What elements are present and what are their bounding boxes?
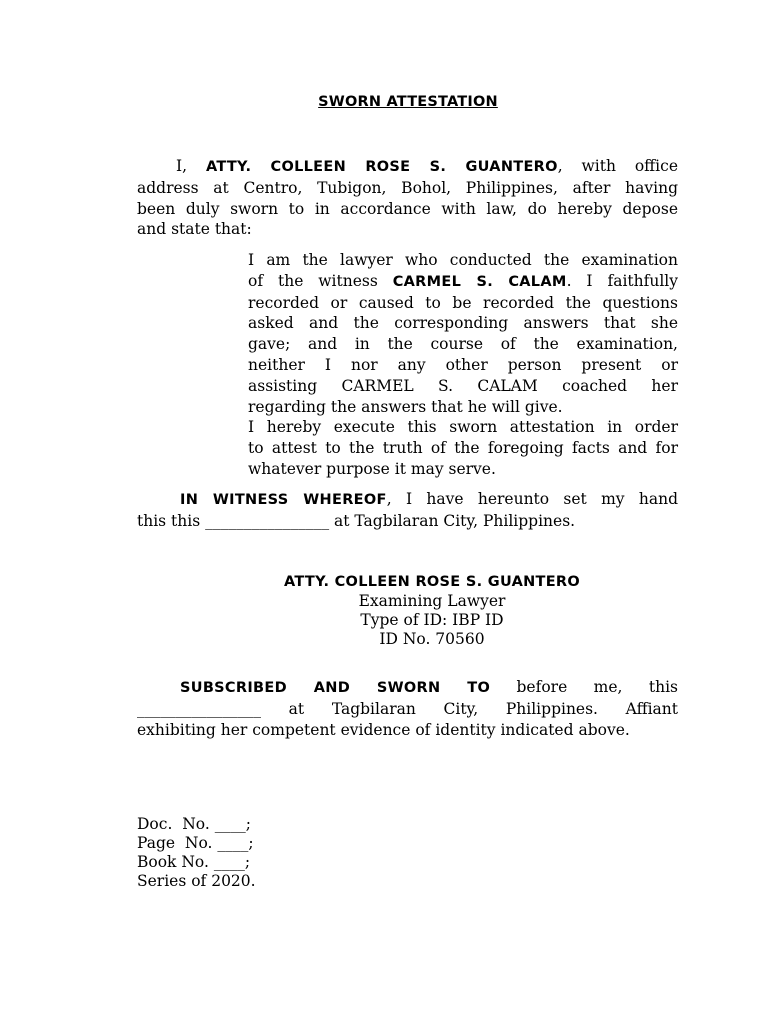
notarial-register [137,815,256,891]
statement-line-9: I hereby execute this sworn attestation in order [248,418,678,437]
statement-line-7: assisting CARMEL S. CALAM coached her [248,376,678,395]
statement-line-3: recorded or caused to be recorded the questions [248,293,678,312]
statement-block [248,250,678,480]
intro-line-1-rest: , with office [557,157,678,175]
witness-paragraph [137,489,678,532]
statement-line-1: I am the lawyer who conducted the examination [248,251,678,269]
jurat-line-2: ________________ at Tagbilaran City, Philippines. Affiant [137,699,678,718]
statement-line-8: regarding the answers that he will give. [248,397,563,416]
statement-line-10: to attest to the truth of the foregoing facts and for [248,439,678,458]
witness-line-1-rest: , I have hereunto set my hand [386,490,679,508]
witness-name: CARMEL S. CALAM [392,273,567,290]
signatory-role: Examining Lawyer [358,592,506,610]
series-year: Series of 2020. [137,872,256,890]
jurat-line-1-rest: before me, this [516,678,678,696]
page-number: Page No. ____; [137,834,254,852]
witness-line-2: this this ________________ at Tagbilaran City, Philippines. [137,511,576,530]
statement-line-5: gave; and in the course of the examination, [248,335,678,354]
statement-line-2 [248,271,678,293]
book-number: Book No. ____; [137,853,251,871]
intro-paragraph [137,156,678,240]
statement-line-6: neither I nor any other person present or [248,355,678,374]
document-title: SWORN ATTESTATION [318,94,498,110]
statement-line-2-after: . I faithfully [566,271,678,290]
subscribed-and-sworn: SUBSCRIBED AND SWORN TO [180,680,491,696]
doc-number: Doc. No. ____; [137,815,251,833]
intro-line-3: been duly sworn to in accordance with law, do hereby depose [137,199,678,218]
intro-line-4: and state that: [137,220,252,239]
jurat-line-1 [137,677,678,699]
signatory-id-number: ID No. 70560 [379,630,485,648]
jurat-line-3: exhibiting her competent evidence of identity indicated above. [137,720,630,739]
jurat-paragraph [137,677,678,740]
intro-line-1 [137,156,678,178]
signatory-name: ATTY. COLLEEN ROSE S. GUANTERO [283,574,581,590]
witness-whereof: IN WITNESS WHEREOF [180,492,387,508]
statement-line-4: asked and the corresponding answers that she [248,314,678,333]
statement-line-11: whatever purpose it may serve. [248,459,496,478]
signatory-id-type: Type of ID: IBP ID [360,611,504,629]
affiant-name: ATTY. COLLEEN ROSE S. GUANTERO [205,159,558,175]
signature-block [137,573,727,649]
intro-prefix: I, [176,157,188,175]
statement-line-2-before: of the witness [248,271,378,290]
witness-line-1 [137,489,678,511]
intro-line-2: address at Centro, Tubigon, Bohol, Philippines, after having [137,178,678,197]
